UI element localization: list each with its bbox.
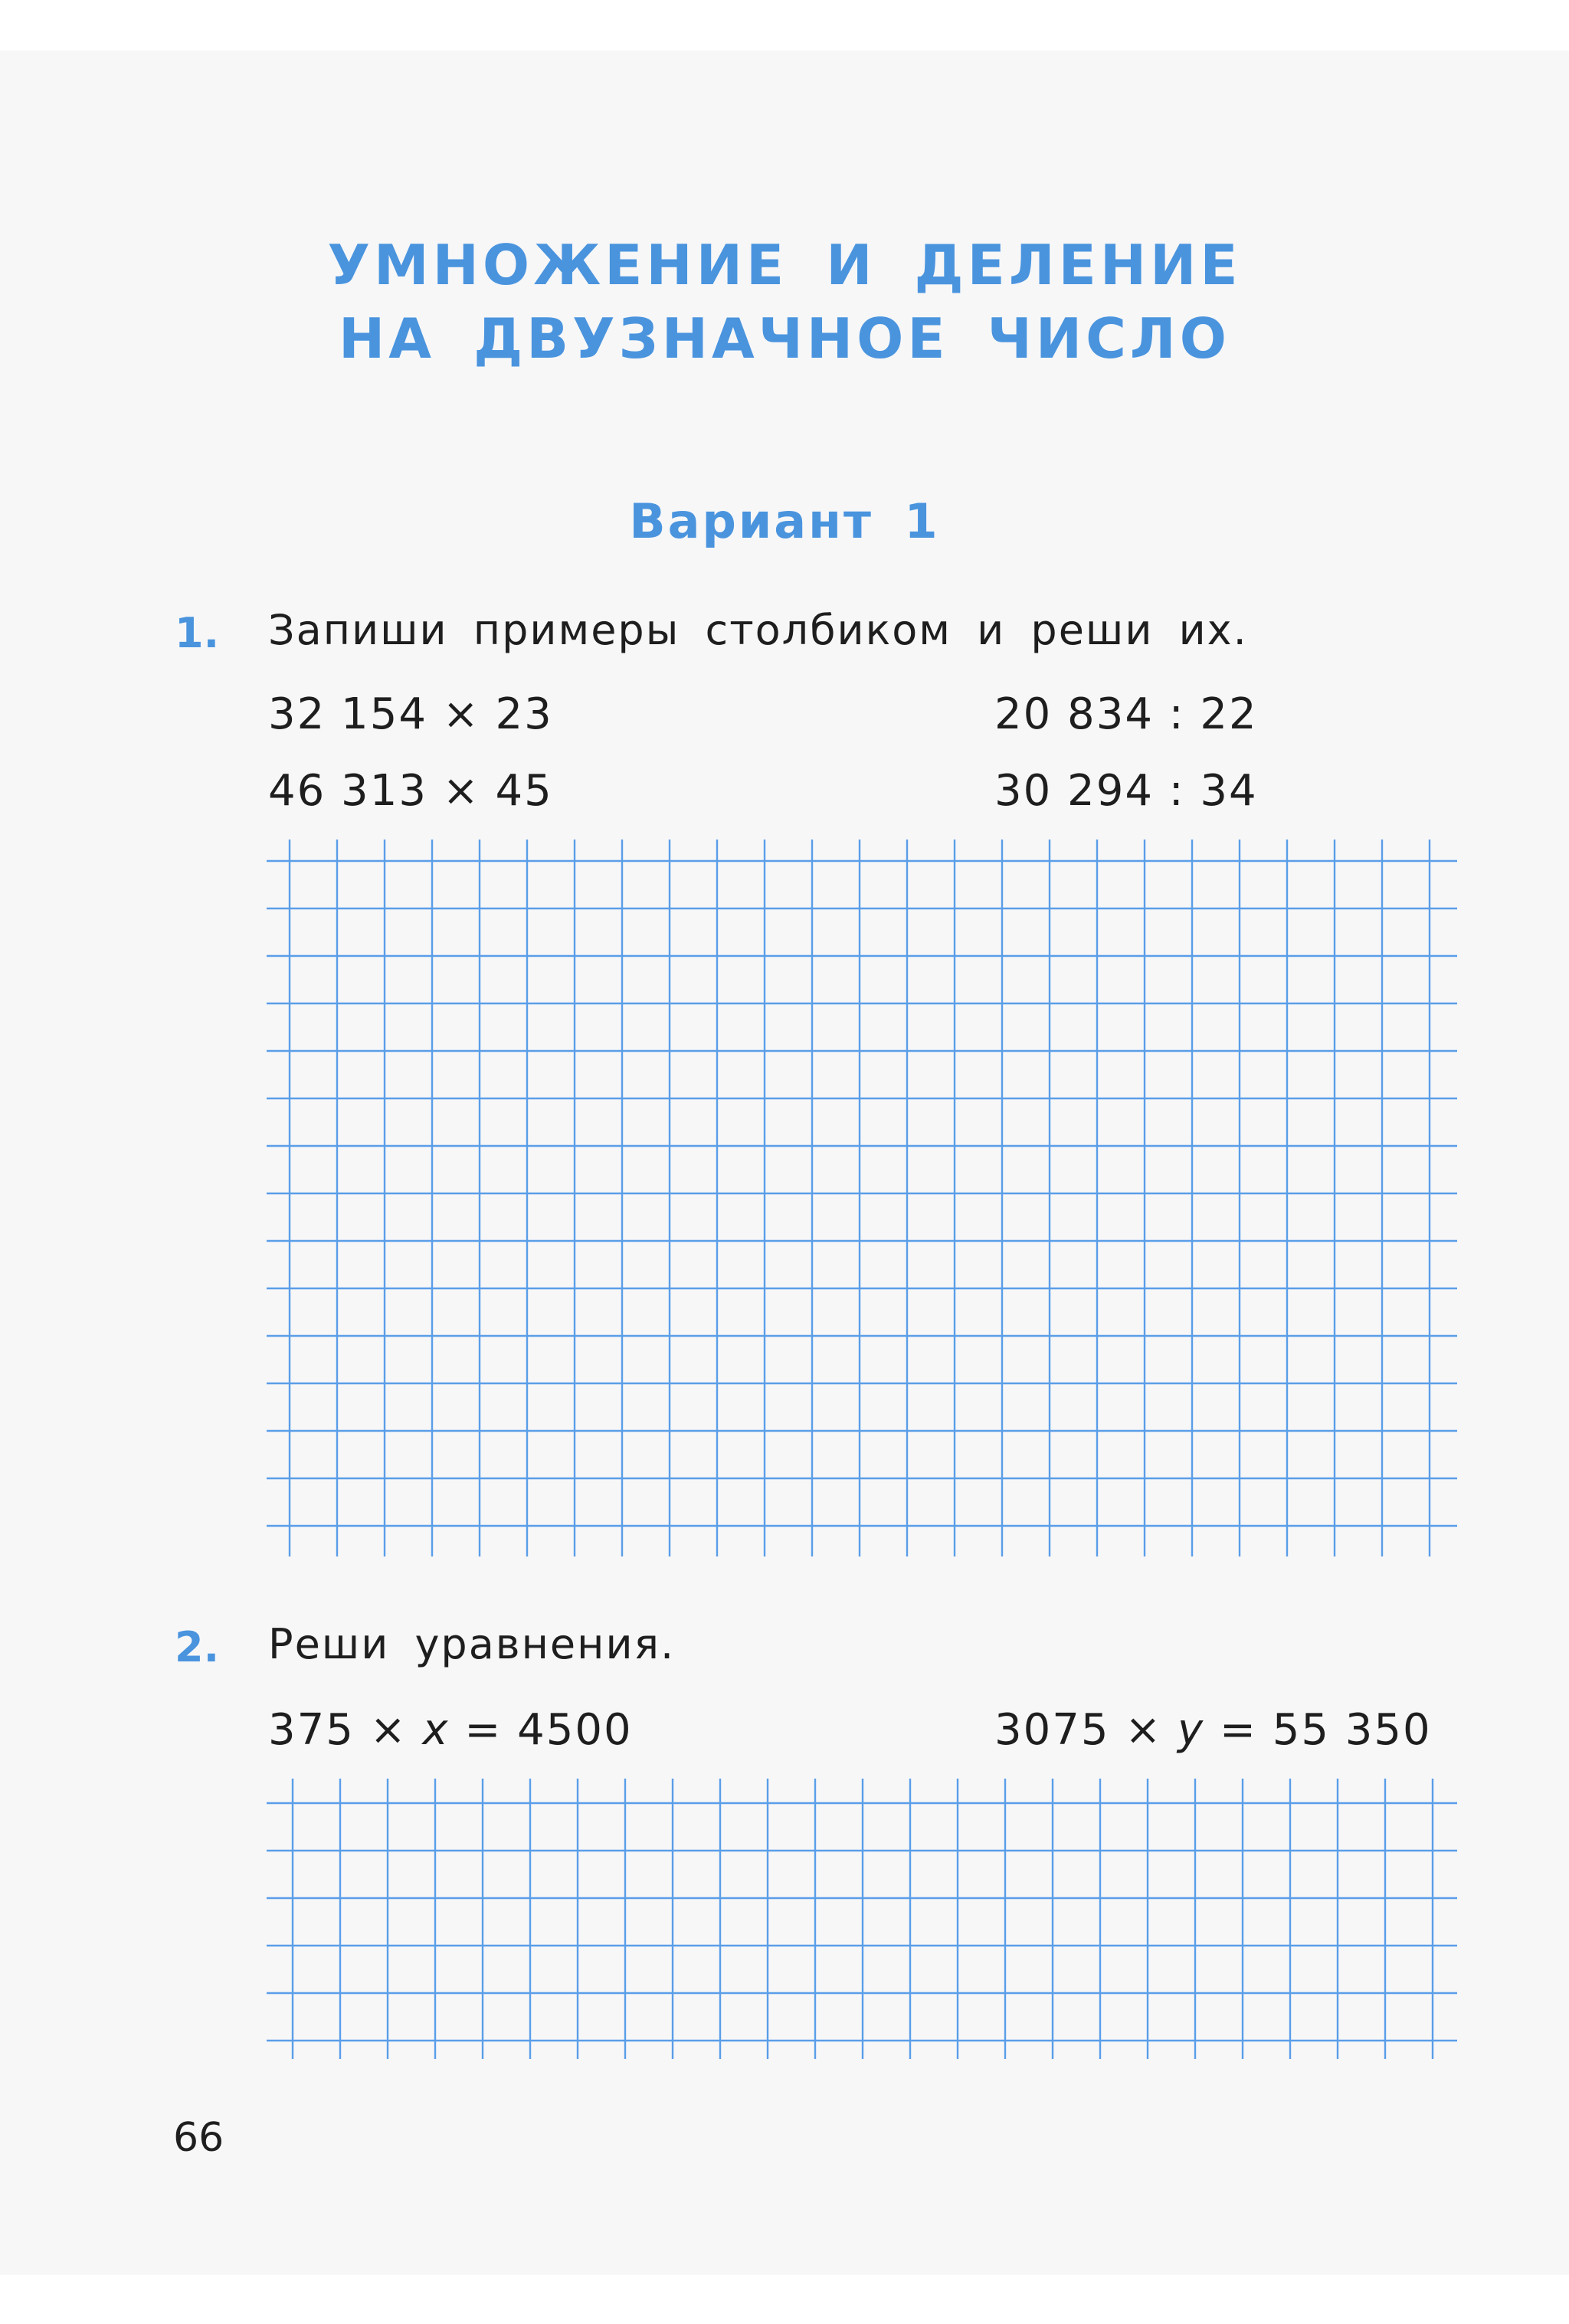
example-2: 20 834 : 22 xyxy=(994,689,1258,739)
equation-2 xyxy=(994,1704,1432,1757)
equation-2-right: = 55 350 xyxy=(1204,1705,1432,1755)
task-1-answer-grid[interactable] xyxy=(267,840,1457,1556)
equation-2-variable: y xyxy=(1178,1705,1205,1755)
task-2-number: 2. xyxy=(175,1623,220,1671)
page-title-line-2: НА ДВУЗНАЧНОЕ ЧИСЛО xyxy=(339,306,1230,371)
task-2-instruction: Реши уравнения. xyxy=(268,1620,676,1668)
page-number: 66 xyxy=(173,2115,224,2161)
task-2-answer-grid[interactable] xyxy=(267,1779,1457,2059)
equation-1-right: = 4500 xyxy=(449,1705,633,1755)
example-4: 30 294 : 34 xyxy=(994,766,1258,816)
task-1-number: 1. xyxy=(175,609,220,657)
example-3: 46 313 × 45 xyxy=(268,766,553,816)
equation-2-left: 3075 × xyxy=(994,1705,1178,1755)
variant-heading: Вариант 1 xyxy=(629,493,940,549)
example-1: 32 154 × 23 xyxy=(268,689,553,739)
page-title-line-1: УМНОЖЕНИЕ И ДЕЛЕНИЕ xyxy=(327,233,1242,297)
equation-1-left: 375 × xyxy=(268,1705,423,1755)
equation-1-variable: x xyxy=(422,1705,450,1755)
task-1-instruction: Запиши примеры столбиком и реши их. xyxy=(268,606,1248,654)
equation-1 xyxy=(268,1704,633,1757)
workbook-page xyxy=(0,51,1569,2275)
